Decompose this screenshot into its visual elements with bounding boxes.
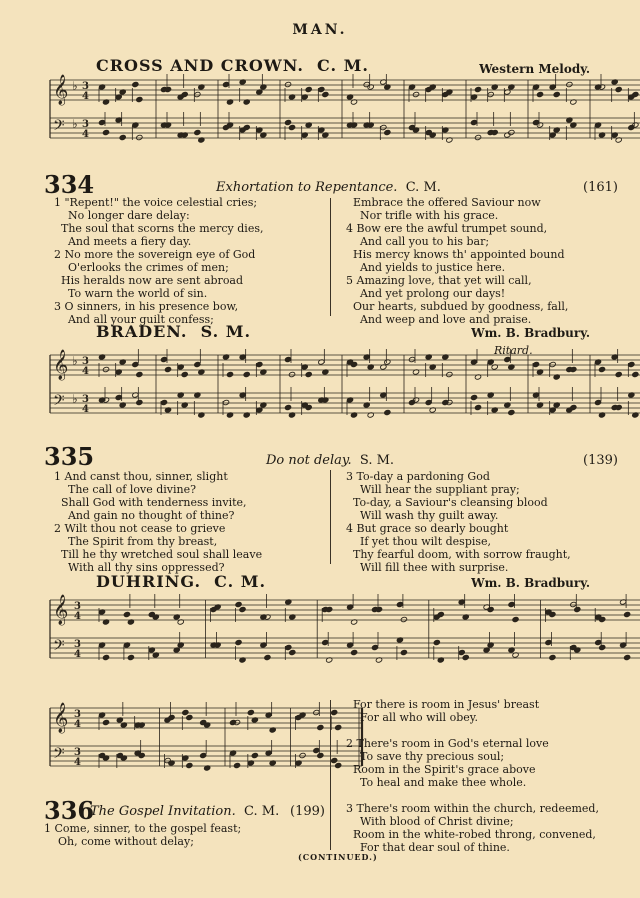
svg-text:4: 4 (74, 649, 81, 660)
svg-text:𝄢: 𝄢 (53, 637, 65, 658)
hymn-reference: (199) (290, 804, 325, 819)
tune-composer: Wm. B. Bradbury. (471, 326, 590, 340)
svg-text:𝄞: 𝄞 (53, 350, 69, 380)
svg-text:4: 4 (74, 719, 81, 730)
tune-meter: C. M. (214, 572, 267, 591)
tune-composer: Wm. B. Bradbury. (471, 576, 590, 590)
column-divider (330, 700, 331, 850)
hymn-title-text: The Gospel Invitation. (90, 804, 236, 819)
hymn-title-text: Do not delay. (266, 453, 352, 468)
svg-text:3: 3 (74, 601, 81, 612)
hymn-title (90, 804, 279, 819)
svg-text:♭: ♭ (72, 79, 78, 93)
svg-text:𝄞: 𝄞 (53, 703, 69, 733)
svg-text:3: 3 (82, 81, 89, 92)
hymn-verses-right: Embrace the offered Saviour now Nor trifle with his grace. 4 Bow ere the awful trumpet sound, And call you to his bar; His mercy knows th' appointed bound And yields to justice here. 5 Amazing love, that yet will call, And yet prolong our days! Our hearts, subdued by goodness, fall, And weep and love and praise. (346, 196, 569, 326)
hymn-title-text: Exhortation to Repentance. (216, 180, 398, 195)
hymn-reference: (139) (583, 453, 618, 468)
svg-text:4: 4 (82, 366, 89, 377)
hymn-verses-left: 1 And canst thou, sinner, slight The call of love divine? Shall God with tenderness invite, And gain no thought of thine? 2 Wilt thou not cease to grieve The Spirit from thy breast, Till he thy wretched soul shall leave With all thy sins oppressed? (54, 470, 263, 574)
svg-text:♭: ♭ (72, 117, 78, 131)
continued-note: (CONTINUED.) (298, 852, 378, 862)
hymn-number: 336 (44, 796, 95, 825)
tune-name: CROSS AND CROWN. (96, 56, 304, 75)
hymn-meter: C. M. (405, 180, 441, 195)
svg-text:4: 4 (82, 91, 89, 102)
section-header: MAN. (292, 22, 348, 38)
svg-text:4: 4 (74, 611, 81, 622)
tune-name: DUHRING. (96, 572, 202, 591)
svg-text:4: 4 (82, 129, 89, 140)
svg-text:𝄢: 𝄢 (53, 117, 65, 138)
svg-text:3: 3 (82, 356, 89, 367)
svg-text:3: 3 (82, 119, 89, 130)
hymn-meter: S. M. (359, 453, 395, 468)
svg-text:♭: ♭ (72, 354, 78, 368)
hymn-verses-right: For there is room in Jesus' breast For all who will obey. 2 There's room in God's eternal love To save thy precious soul; Room in the Spirit's grace above To heal and make thee whole. 3 There's room within the church, redeemed, With blood of Christ divine; Room in the white-robed throng, convened, For that dear soul of thine. (346, 698, 599, 854)
svg-text:4: 4 (74, 757, 81, 768)
svg-text:4: 4 (82, 404, 89, 415)
hymn-number: 334 (44, 170, 95, 199)
svg-text:𝄢: 𝄢 (53, 745, 65, 766)
hymn-meter: C. M. (244, 804, 280, 819)
tune-composer: Western Melody. (479, 62, 590, 76)
svg-text:𝄞: 𝄞 (53, 595, 69, 625)
svg-text:𝄞: 𝄞 (53, 75, 69, 105)
tune-meter: C. M. (317, 56, 369, 75)
hymn-number: 335 (44, 442, 95, 471)
tempo-mark: Ritard. (494, 344, 533, 357)
svg-text:3: 3 (82, 394, 89, 405)
svg-text:3: 3 (74, 639, 81, 650)
tune-meter: S. M. (200, 322, 252, 341)
svg-text:♭: ♭ (72, 392, 78, 406)
hymn-verses-left: 1 Come, sinner, to the gospel feast; Oh, come without delay; (44, 822, 242, 848)
tune-name: BRADEN. (96, 322, 188, 341)
hymn-verses-right: 3 To-day a pardoning God Will hear the suppliant pray; To-day, a Saviour's cleansing blood Will wash thy guilt away. 4 But grace so dearly bought If yet thou wilt despise, Thy fearful doom, with sorrow fraught, Will fill thee with surprise. (346, 470, 571, 574)
hymn-reference: (161) (583, 180, 618, 195)
svg-text:3: 3 (74, 709, 81, 720)
svg-text:𝄢: 𝄢 (53, 392, 65, 413)
svg-text:3: 3 (74, 747, 81, 758)
hymn-verses-left: 1 "Repent!" the voice celestial cries; No longer dare delay: The soul that scorns the mercy dies, And meets a fiery day. 2 No more the sovereign eye of God O'erlooks the crimes of men; His heralds now are sent abroad To warn the world of sin. 3 O sinners, in his presence bow, And all your guilt confess; (54, 196, 264, 326)
